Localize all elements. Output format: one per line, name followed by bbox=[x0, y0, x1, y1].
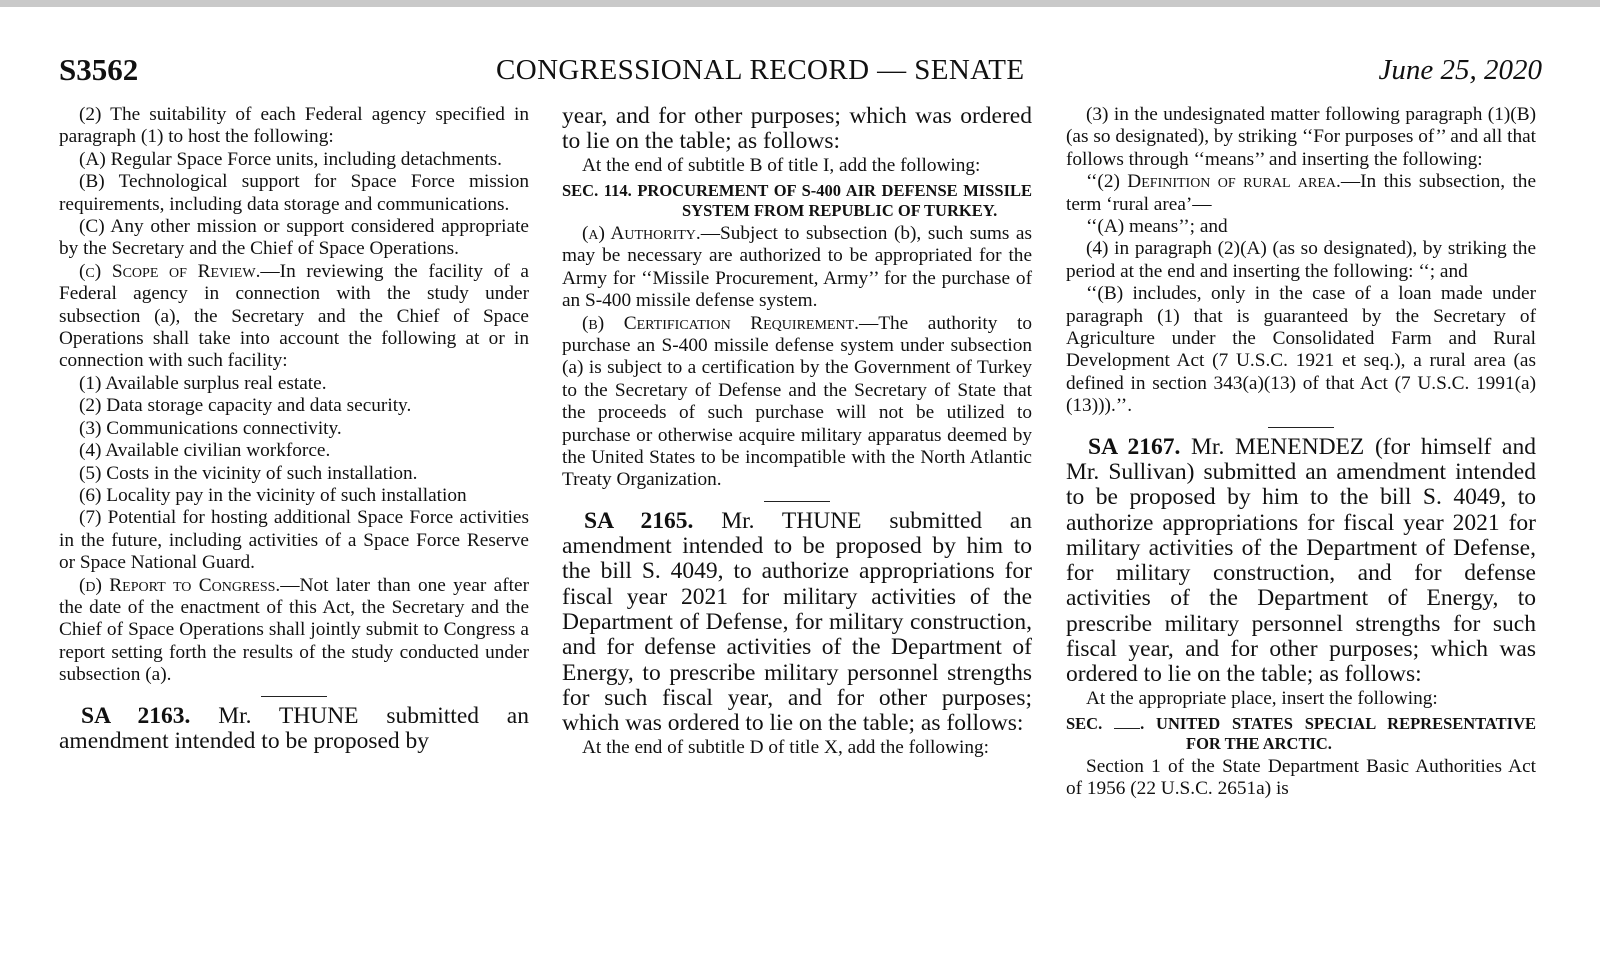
subsection-text: —In this subsection, the term ‘rural area’— bbox=[1066, 171, 1536, 215]
list-item: (3) Communications connectivity. bbox=[79, 417, 342, 439]
list-item: (4) Available civilian workforce. bbox=[79, 440, 331, 462]
subsection-text: —Subject to subsection (b), such sums as may be necessary are authorized to be appropriated for the Army for ‘‘Missile Procurement, Army’’ for the purchase of an S-400 missile defense system. bbox=[562, 223, 1032, 312]
paragraph-scope-of-review bbox=[59, 261, 529, 373]
list-item: (1) Available surplus real estate. bbox=[79, 372, 327, 394]
publication-date: June 25, 2020 bbox=[1378, 54, 1542, 86]
paragraph: ‘‘(B) includes, only in the case of a loan made under paragraph (1) that is guaranteed by the Secretary of Agriculture under the Consolidated Farm and Rural Development Act (7 U.S.C. 1921 et seq.), a rural area (as defined in section 343(a)(13) of that Act (7 U.S.C. 1991(a)(13))).’’. bbox=[1066, 283, 1536, 417]
section-heading-text: . UNITED STATES SPECIAL REPRESENTATIVE FOR THE ARCTIC. bbox=[1140, 714, 1536, 754]
paragraph: (4) in paragraph (2)(A) (as so designated), by striking the period at the end and inserting the following: ‘‘; and bbox=[1066, 238, 1536, 282]
paragraph: At the appropriate place, insert the following: bbox=[1086, 687, 1438, 709]
paragraph-certification bbox=[562, 313, 1032, 492]
amendment-text: Mr. THUNE submitted an amendment intended to be proposed by him to the bill S. 4049, to authorize appropriations for fiscal year 2021 for military activities of the Department of Defense, for military construction, and for defense activities of the Department of Energy, to prescribe military personnel strengths for such fiscal year, and for other purposes; which was ordered to lie on the table; as follows: bbox=[562, 507, 1032, 737]
paragraph: (2) The suitability of each Federal agency specified in paragraph (1) to host the following: bbox=[59, 104, 529, 148]
paragraph: (B) Technological support for Space Force mission requirements, including data storage and communications. bbox=[59, 171, 529, 215]
subsection-label: (b) Certification Requirement. bbox=[582, 312, 859, 334]
amendment-intro bbox=[1066, 435, 1536, 688]
paragraph: (C) Any other mission or support considered appropriate by the Secretary and the Chief of Space Operations. bbox=[59, 216, 529, 260]
section-divider bbox=[1268, 427, 1334, 428]
section-number-blank bbox=[1114, 714, 1140, 729]
quoted-definition bbox=[1066, 171, 1536, 216]
subsection-text: —Not later than one year after the date of the enactment of this Act, the Secretary and the Chief of Space Operations shall jointly submit to Congress a report setting forth the results of the study conducted under subsection (a). bbox=[59, 574, 529, 686]
paragraph: At the end of subtitle B of title I, add the following: bbox=[582, 154, 981, 176]
amendment-number: SA 2163. bbox=[81, 702, 191, 729]
list-item: (6) Locality pay in the vicinity of such installation bbox=[79, 484, 467, 506]
amendment-text: Mr. THUNE submitted an amendment intended to be proposed by bbox=[59, 702, 529, 754]
amendment-number: SA 2167. bbox=[1088, 433, 1181, 460]
page-header bbox=[0, 52, 1600, 92]
page-number: S3562 bbox=[59, 52, 139, 87]
paragraph-report-to-congress bbox=[59, 575, 529, 687]
list-item: (2) Data storage capacity and data security. bbox=[79, 395, 412, 417]
section-heading bbox=[1066, 714, 1536, 754]
column-right bbox=[1066, 104, 1536, 801]
section-divider bbox=[764, 501, 830, 502]
section-divider bbox=[261, 696, 327, 697]
amendment-intro bbox=[562, 509, 1032, 737]
paragraph: At the end of subtitle D of title X, add the following: bbox=[582, 736, 989, 758]
subsection-text: —In reviewing the facility of a Federal agency in connection with the study under subsection (a), the Secretary and the Chief of Space Operations shall take into account the following at or in connection with such facility: bbox=[59, 260, 529, 372]
section-prefix: SEC. bbox=[1066, 714, 1115, 734]
amendment-text: Mr. MENENDEZ (for himself and Mr. Sullivan) submitted an amendment intended to be proposed by him to the bill S. 4049, to authorize appropriations for fiscal year 2021 for military activities of the Department of Defense, for military construction, and for defense activities of the Department of Energy, to prescribe military personnel strengths for such fiscal year, and for other purposes; which was ordered to lie on the table; as follows: bbox=[1066, 433, 1536, 688]
subsection-label: (d) Report to Congress. bbox=[79, 574, 281, 596]
publication-title: CONGRESSIONAL RECORD — SENATE bbox=[496, 54, 1025, 86]
subsection-label: (a) Authority. bbox=[582, 223, 701, 244]
amendment-continuation: year, and for other purposes; which was ordered to lie on the table; as follows: bbox=[562, 103, 1032, 155]
list-item: (7) Potential for hosting additional Space Force activities in the future, including activities of a Space Force Reserve or Space National Guard. bbox=[59, 507, 529, 574]
list-item: (5) Costs in the vicinity of such installation. bbox=[79, 462, 418, 484]
amendment-intro bbox=[59, 704, 529, 755]
subsection-label: ‘‘(2) Definition of rural area. bbox=[1086, 171, 1341, 193]
column-left bbox=[59, 104, 529, 754]
paragraph: ‘‘(A) means’’; and bbox=[1086, 216, 1228, 238]
paragraph-authority bbox=[562, 223, 1032, 313]
section-heading: SEC. 114. PROCUREMENT OF S-400 AIR DEFENSE MISSILE SYSTEM FROM REPUBLIC OF TURKEY. bbox=[562, 181, 1032, 220]
window-top-bar bbox=[0, 0, 1600, 7]
paragraph: (A) Regular Space Force units, including detachments. bbox=[79, 148, 503, 170]
paragraph: Section 1 of the State Department Basic Authorities Act of 1956 (22 U.S.C. 2651a) is bbox=[1066, 756, 1536, 800]
paragraph: (3) in the undesignated matter following paragraph (1)(B) (as so designated), by striking ‘‘For purposes of’’ and all that follows through ‘‘means’’ and inserting the following: bbox=[1066, 104, 1536, 170]
amendment-number: SA 2165. bbox=[584, 507, 694, 534]
subsection-text: —The authority to purchase an S-400 missile defense system under subsection (a) is subject to a certification by the Government of Turkey to the Secretary of Defense and the Secretary of State that the proceeds of such purchase will not be utilized to purchase or otherwise acquire military apparatus deemed by the United States to be incompatible with the North Atlantic Treaty Organization. bbox=[562, 312, 1032, 491]
column-middle bbox=[562, 104, 1032, 759]
subsection-label: (c) Scope of Review. bbox=[79, 260, 261, 282]
